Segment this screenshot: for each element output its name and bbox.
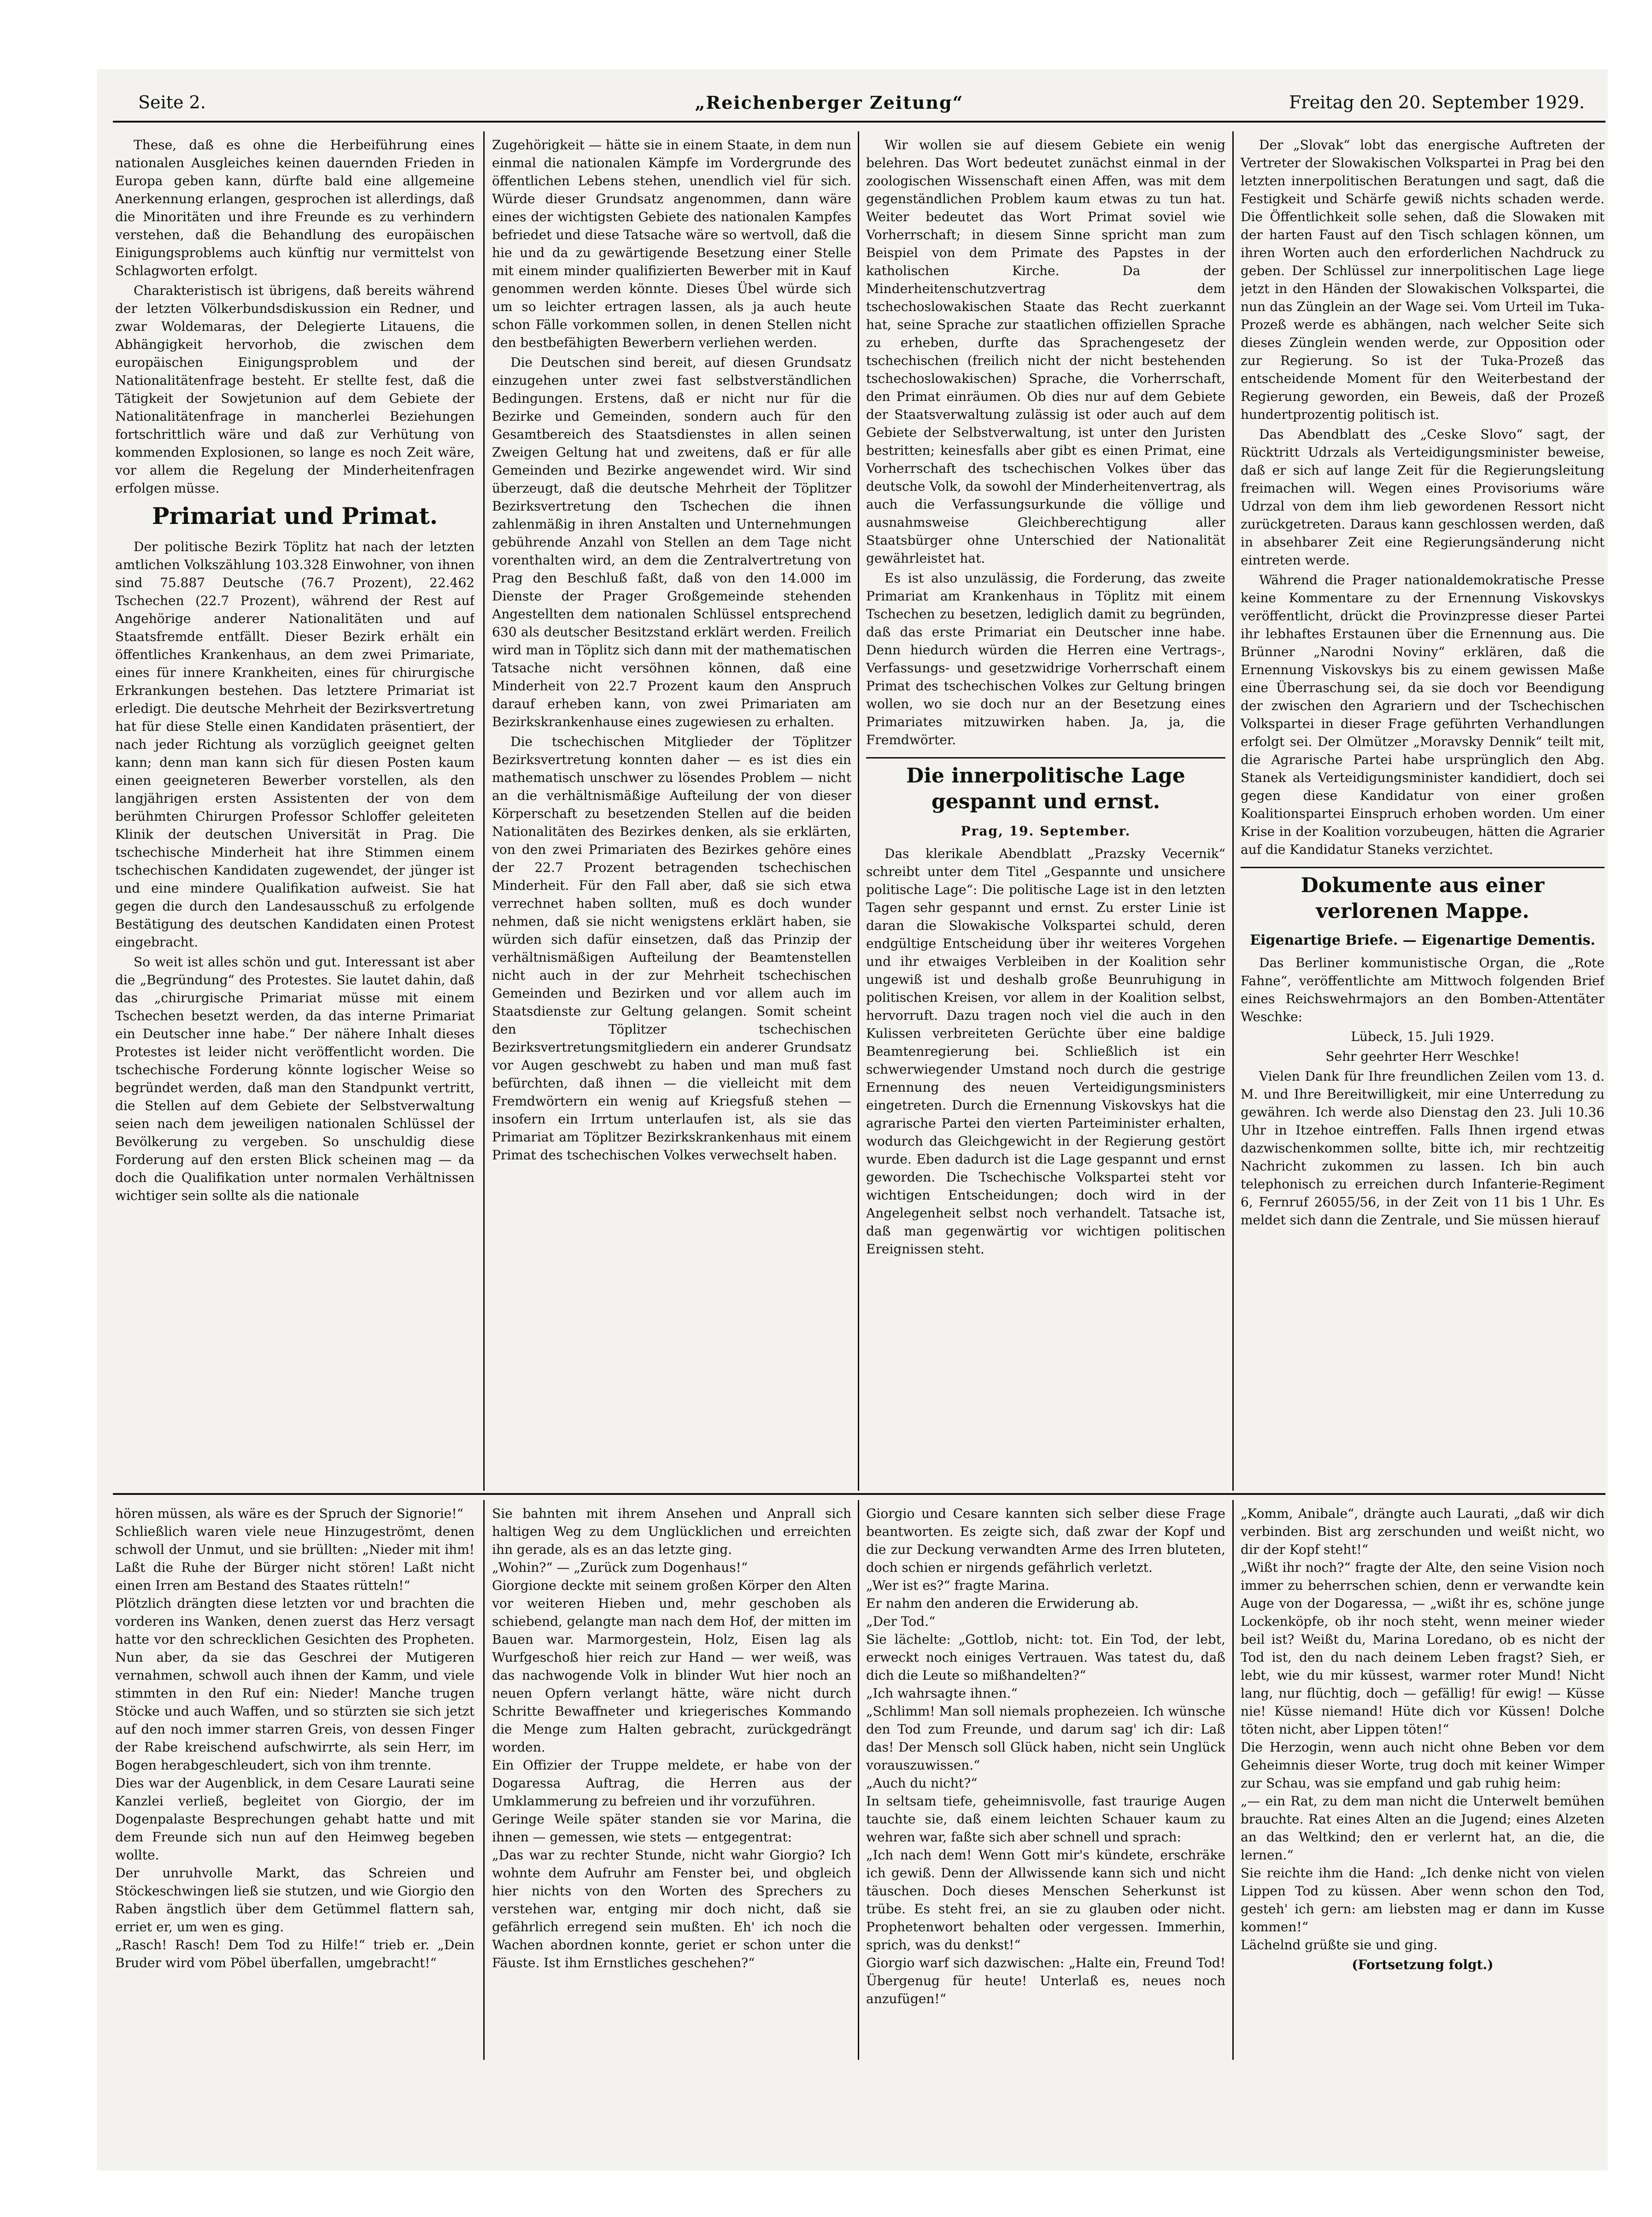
column-rule <box>483 1500 485 2060</box>
paragraph: Es ist also unzulässig, die Forderung, das zweite Primariat am Krankenhaus in Töplitz mit einem Tschechen zu besetzen, lediglich damit zu begründen, daß das erste Primariat ein Deutscher inne habe. Denn hiedurch würden die Herren eine Vertrags-, Verfassungs- und gesetzwidrige Vorherrschaft einem Primat des tschechischen Volkes zur Geltung bringen wollen, wo sie doch nur an der Besetzung eines Primariates mitzuwirken haben. Ja, ja, die Fremdwörter. <box>866 570 1225 747</box>
paragraph: Die tschechischen Mitglieder der Töplitzer Bezirksvertretung konnten daher — es ist dies ein mathematisch unschwer zu lösendes Problem — nicht an die verhältnismäßige Aufteilung der von dieser Körperschaft zu besetzenden Stellen auf die beiden Nationalitäten des Bezirkes denken, als sie erklärten, von den zwei Primariaten des Bezirkes gehöre eines der 22.7 Prozent betragenden tschechischen Minderheit. Für den Fall aber, daß sie sich etwa verrechnet haben sollten, muß es doch wunder nehmen, daß sie nicht wenigstens erklärt haben, sie würden sich dafür einsetzen, daß das Prinzip der verhältnismäßigen Aufteilung der Beamtenstellen nicht auch in der zur Mehrheit tschechischen Gemeinden und Bezirken und vor allem auch im Staatsdienste zur Geltung gelangen. Somit scheint den Töplitzer tschechischen Bezirksvertretungsmitgliedern ein anderer Grundsatz vor Augen geschwebt zu haben und man muß fast befürchten, daß ihnen — die vielleicht mit dem Fremdwörtern ein wenig auf Kriegsfuß stehen — insofern ein Irrtum unterlaufen ist, als sie das Primariat am Töplitzer Bezirkskrankenhaus mit einem Primat des tschechischen Volkes verwechselt haben. <box>492 734 851 1163</box>
paragraph: Der „Slovak“ lobt das energische Auftreten der Vertreter der Slowakischen Volkspartei in Prag bei den letzten innerpolitischen Beratungen und sagt, daß die Festigkeit und Schärfe gewiß nichts schaden werde. Die Öffentlichkeit solle sehen, daß die Slowaken mit der harten Faust auf den Tisch schlagen können, um ihren Worten auch den erforderlichen Nachdruck zu geben. Der Schlüssel zur innerpolitischen Lage liege jetzt in den Händen der Slowakischen Volkspartei, die nun das Zünglein an der Wage sei. Vom Urteil im Tuka-Prozeß werde es abhängen, nach welcher Seite sich dieses Zünglein wenden werde, zur Opposition oder zur Regierung. So ist der Tuka-Prozeß das entscheidende Moment für den Weiterbestand der Regierung geworden, ein Beweis, daß der Prozeß hundertprozentig politisch ist. <box>1241 137 1605 422</box>
paragraph: Vielen Dank für Ihre freundlichen Zeilen vom 13. d. M. und Ihre Bereitwilligkeit, mir eine Unterredung zu gewähren. Ich werde also Dienstag den 23. Juli 10.36 Uhr in Itzehoe eintreffen. Falls Ihnen irgend etwas dazwischenkommen sollte, bitte ich, mir rechtzeitig Nachricht zukommen zu lassen. Ich bin auch telephonisch zu erreichen durch Infanterie-Regiment 6, Fernruf 26055/56, in der Zeit von 11 bis 1 Uhr. Es meldet sich dann die Zentrale, und Sie müssen hierauf <box>1241 1069 1605 1228</box>
paragraph: Zugehörigkeit — hätte sie in einem Staate, in dem nun einmal die nationalen Kämpfe im Vordergrunde des öffentlichen Lebens stehen, unendlich viel für sich. Würde dieser Grundsatz angenommen, dann wäre eines der wichtigsten Gebiete des nationalen Kampfes befriedet und diese Tatsache wäre so wertvoll, daß die hie und da zu gewärtigende Besetzung einer Stelle mit einem minder qualifizierten Bewerber mit in Kauf genommen werden könnte. Dieses Übel würde sich um so leichter ertragen lassen, als ja auch heute schon Fälle vorkommen sollen, in denen Stellen nicht den bestbefähigten Bewerbern verliehen werden. <box>492 137 851 350</box>
header-rule <box>113 121 1605 123</box>
article-title: Dokumente aus einer verlorenen Mappe. <box>1301 874 1545 923</box>
article-subtitle: Eigenartige Briefe. — Eigenartige Dementis. <box>1250 932 1595 948</box>
column-4 <box>1241 136 1605 1488</box>
article-title: Primariat und Primat. <box>152 502 438 529</box>
feuilleton-rule <box>113 1493 1605 1495</box>
column-rule <box>858 131 859 1491</box>
column-1 <box>115 136 475 1488</box>
column-2 <box>492 136 851 1488</box>
article-title: Die innerpolitische Lage gespannt und ernst. <box>906 764 1185 813</box>
paragraph: Während die Prager nationaldemokratische Presse keine Kommentare zu der Ernennung Viskovskys veröffentlicht, drückt die Provinzpresse dieser Partei ihr lebhaftes Erstaunen über die Ernennung aus. Die Brünner „Narodni Noviny“ erklären, daß die Ernennung Viskovskys bis zu einem gewissen Maße eine Überraschung sei, da sie doch vor Beendigung der zwischen den Agrariern und der Tschechischen Volkspartei in dieser Frage geführten Verhandlungen erfolgt sei. Der Olmützer „Moravsky Dennik“ teilt mit, die Agrarische Partei habe ursprünglich den Abg. Stanek als Verteidigungsminister kandidiert, doch sei gegen diese Kandidatur von einer großen Koalitionspartei Einspruch erhoben worden. Um einer Krise in der Koalition vorzubeugen, hätten die Agrarier auf die Kandidatur Staneks verzichtet. <box>1241 572 1605 857</box>
paragraph: „Komm, Anibale“, drängte auch Laurati, „daß wir dich verbinden. Bist arg zerschunden und weißt nicht, wo dir der Kopf steht!“ „Wißt ihr noch?“ fragte der Alte, den seine Vision noch immer zu beherrschen schien, denn er verwandte kein Auge von der Dogaressa, — „wißt ihr es, schöne junge Lockenköpfe, ob ihr noch steht, wenn meiner wieder beil ist? Weißt du, Marina Loredano, ob es nicht der Tod ist, den du nach deinem Leben fragst? Sieh, er lebt, wie du mir küssest, warmer roter Mund! Nicht lang, nur flüchtig, doch — gefällig! für ewig! — Küsse nie! Küsse niemand! Hüte dich vor Küssen! Dolche töten nicht, aber Lippen töten!“ Die Herzogin, wenn auch nicht ohne Beben vor dem Geheimnis dieser Worte, trug doch mit keiner Wimper zur Schau, was sie empfand und gab ruhig heim: „— ein Rat, zu dem man nicht die Unterwelt bemühen brauchte. Rat eines Alten an die Jugend; eines Alzeten an das Weltkind; den er verlernt hat, an die, die lernen.“ Sie reichte ihm die Hand: „Ich denke nicht von vielen Lippen Tod zu küssen. Aber wenn schon den Tod, gesteh' ich gern: am liebsten mag er dann im Kusse kommen!“ Lächelnd grüßte sie und ging. <box>1241 1506 1605 1952</box>
letter-salutation: Sehr geehrter Herr Weschke! <box>1325 1049 1520 1064</box>
column-rule <box>858 1500 859 2060</box>
letter-dateline: Lübeck, 15. Juli 1929. <box>1351 1029 1494 1044</box>
paragraph: hören müssen, als wäre es der Spruch der Signorie!“ Schließlich waren viele neue Hinzugeströmt, denen schwoll der Unmut, und sie brüllten: „Nieder mit ihm! Laßt die Ruhe der Bürger nicht stören! Laßt nicht einen Irren am Bestand des Staates rütteln!“ Plötzlich drängten diese letzten vor und brachten die vorderen ins Wanken, denen zuerst das Herz versagt hatte vor den schrecklichen Gesichten des Propheten. Nun aber, da sie das Geschrei der Mutigeren vernahmen, schwoll auch ihnen der Kamm, und viele stimmten in den Ruf ein: Nieder! Manche trugen Stöcke und auch Waffen, und so stürzten sie sich jetzt auf den noch immer starren Greis, von dessen Finger der Rabe kreischend aufschwirrte, als sein Herr, im Bogen herabgeschleudert, sich von ihm trennte. Dies war der Augenblick, in dem Cesare Laurati seine Kanzlei verließ, begleitet von Giorgio, der im Dogenpalaste Besprechungen gehabt hatte und mit dem Freunde sich nun auf den Heimweg begeben wollte. Der unruhvolle Markt, das Schreien und Stöckeschwingen ließ sie stutzen, und wie Giorgio den Raben ängstlich über dem Getümmel flattern sah, erriet er, um wen es ging. „Rasch! Rasch! Dem Tod zu Hilfe!“ trieb er. „Dein Bruder wird vom Pöbel überfallen, umgebracht!“ <box>115 1506 475 1970</box>
paragraph: Die Deutschen sind bereit, auf diesen Grundsatz einzugehen unter zwei fast selbstverständlichen Bedingungen. Erstens, daß er nicht nur für die Bezirke und Gemeinden, sondern auch für den Gesamtbereich des Staatsdienstes in allen seinen Zweigen Geltung hat und zweitens, daß er für alle Gemeinden und Bezirke angewendet wird. Wir sind überzeugt, daß die deutsche Mehrheit der Töplitzer Bezirksvertretung den Tschechen die ihnen zahlenmäßig in ihren Anstalten und Unternehmungen gebührende Anzahl von Stellen an dem Tage nicht vorenthalten wird, an dem die Zentralvertretung von Prag den Beschluß faßt, daß von den 14.000 im Dienste der Prager Großgemeinde stehenden Angestellten dem nationalen Schlüssel entsprechend 630 als deutscher Besitzstand erklärt werden. Freilich wird man in Töplitz sich dann mit der mathematischen Tatsache nicht versöhnen können, daß eine Minderheit von 22.7 Prozent kaum den Anspruch darauf erheben kann, von zwei Primariaten am Bezirkskrankenhause eines zugewiesen zu erhalten. <box>492 355 851 729</box>
paragraph: Giorgio und Cesare kannten sich selber diese Frage beantworten. Es zeigte sich, daß zwar der Kopf und die zur Deckung verwandten Arme des Irren bluteten, doch schien er nirgends gefährlich verletzt. „Wer ist es?“ fragte Marina. Er nahm den anderen die Erwiderung ab. „Der Tod.“ Sie lächelte: „Gottlob, nicht: tot. Ein Tod, der lebt, erweckt noch einiges Vertrauen. Was tatest du, daß dich die Leute so mißhandelten?“ „Ich wahrsagte ihnen.“ „Schlimm! Man soll niemals prophezeien. Ich wünsche den Tod zum Freunde, und darum sag' ich dir: Laß das! Der Mensch soll Glück haben, nicht sein Unglück vorauszuwissen.“ „Auch du nicht?“ In seltsam tiefe, geheimnisvolle, fast traurige Augen tauchte sie, daß einem leichten Schauer kaum zu wehren war, faßte sich aber schnell und sprach: „Ich nach dem! Wenn Gott mir's kündete, erschräke ich gewiß. Denn der Allwissende kann sich und nicht täuschen. Doch dieses Menschen Seherkunst ist trübe. Es steht frei, an sie zu glauben oder nicht. Prophetenwort behalten oder vergessen. Immerhin, sprich, was du denkst!“ Giorgio warf sich dazwischen: „Halte ein, Freund Tod! Übergenug für heute! Unterlaß es, neues noch anzufügen!“ <box>866 1506 1225 2006</box>
paragraph: Der politische Bezirk Töplitz hat nach der letzten amtlichen Volkszählung 103.328 Einwohner, von ihnen sind 75.887 Deutsche (76.7 Prozent), 22.462 Tschechen (22.7 Prozent), während der Rest auf Angehörige anderer Nationalitäten und auf Staatsfremde entfällt. Dieser Bezirk erhält ein öffentliches Krankenhaus, an dem zwei Primariate, eines für innere Krankheiten, eines für chirurgische Erkrankungen bestehen. Das letztere Primariat ist erledigt. Die deutsche Mehrheit der Bezirksvertretung hat für diese Stelle einen Kandidaten präsentiert, der nach jeder Richtung als vorzüglich geeignet gelten kann; denn man kann sich für diesen Posten kaum einen geeigneteren Bewerber vorstellen, als den langjährigen ersten Assistenten der von dem berühmten Chirurgen Professor Schloffer geleiteten Klinik der deutschen Universität in Prag. Die tschechische Minderheit hat ihre Stimmen einem tschechischen Kandidaten zugewendet, der jünger ist und eine mindere Qualifikation aufweist. Sie hat gegen die durch den Landesausschuß zu erfolgende Bestätigung des deutschen Kandidaten einen Protest eingebracht. <box>115 539 475 950</box>
feuilleton-column-2 <box>492 1505 851 2058</box>
article-divider <box>1241 867 1605 868</box>
feuilleton-column-1 <box>115 1505 475 2058</box>
paragraph: Das klerikale Abendblatt „Prazsky Vecernik“ schreibt unter dem Titel „Gespannte und unsichere politische Lage“: Die politische Lage ist in den letzten Tagen sehr gespannt und ernst. Zu erster Linie ist daran die Slowakische Volkspartei schuld, deren endgültige Entscheidung über ihr weiteres Vorgehen und ihr etwaiges Verbleiben in der Koalition sehr ungewiß ist und deshalb große Beunruhigung in politischen Kreisen, vor allem in der Koalition selbst, hervorruft. Dazu tragen noch viel die auch in den Kulissen verbreiteten Gerüchte über eine baldige Beamtenregierung bei. Schließlich ist ein schwerwiegender Umstand noch durch die gestrige Ernennung des neuen Verteidigungsministers eingetreten. Durch die Ernennung Viskovskys hat die agrarische Partei den vierten Parteiminister erhalten, wodurch das Gleichgewicht in der Regierung gestört wurde. Eben dadurch ist die Lage gespannt und ernst geworden. Die Tschechische Volkspartei steht vor wichtigen Entscheidungen; doch wird in der Angelegenheit selbst noch verhandelt. Tatsache ist, daß man gegenwärtig vor wichtigen politischen Ereignissen steht. <box>866 846 1225 1257</box>
feuilleton-column-3 <box>866 1505 1225 2058</box>
issue-date: Freitag den 20. September 1929. <box>1289 92 1585 112</box>
column-rule <box>1232 1500 1234 2060</box>
continuation-note: (Fortsetzung folgt.) <box>1352 1957 1494 1972</box>
paragraph: Sie bahnten mit ihrem Ansehen und Anprall sich haltigen Weg zu dem Unglücklichen und erreichten ihn gerade, als es an das letzte ging. „Wohin?“ — „Zurück zum Dogenhaus!“ Giorgione deckte mit seinem großen Körper den Alten vor weiteren Hieben und, mehr geschoben als schiebend, gelangte man nach dem Hof, der mitten im Bauen war. Marmorgestein, Holz, Eisen lag als Wurfgeschoß hier reich zur Hand — wer weiß, was das nachwogende Volk in blinder Wut hier noch an neuen Opfern verlangt hätte, wäre nicht durch Schritte Bewaffneter und kriegerisches Kommando die Menge zum Halten gebracht, zurückgedrängt worden. Ein Offizier der Truppe meldete, er habe von der Dogaressa Auftrag, die Herren aus der Umklammerung zu befreien und ihr vorzuführen. Geringe Weile später standen sie vor Marina, die ihnen — gemessen, wie stets — entgegentrat: „Das war zu rechter Stunde, nicht wahr Giorgio? Ich wohnte dem Aufruhr am Fenster bei, und obgleich hier nichts von den Worten des Sprechers zu verstehen war, entging mir doch nicht, daß sie gefährlich erregend sein mußten. Eh' ich noch die Wachen abordnen konnte, geriet er schon unter die Fäuste. Ist ihm Ernstliches geschehen?“ <box>492 1506 851 1970</box>
feuilleton-column-4 <box>1241 1505 1605 2058</box>
masthead: „Reichenberger Zeitung“ <box>695 92 964 113</box>
paragraph: So weit ist alles schön und gut. Interessant ist aber die „Begründung“ des Protestes. Sie lautet dahin, daß das „chirurgische Primariat müsse mit einem Tschechen besetzt werden, da das interne Primariat ein Deutscher inne habe.“ Der nähere Inhalt dieses Protestes ist leider nicht veröffentlicht worden. Die tschechische Forderung könnte logischer Weise so begründet werden, daß man den Standpunkt vertritt, die Stellen auf dem Gebiete der Selbstverwaltung seien nach dem jeweiligen nationalen Schlüssel der Bevölkerung zu vergeben. So unschuldig diese Forderung auf den ersten Blick scheinen mag — da doch die Qualifikation unter normalen Verhältnissen wichtiger sein sollte als die nationale <box>115 954 475 1203</box>
article-divider <box>866 757 1225 759</box>
paragraph: Das Abendblatt des „Ceske Slovo“ sagt, der Rücktritt Udrzals als Verteidigungsminister beweise, daß er sich auf lange Zeit für die Regierungsleitung freimachen will. Wegen eines Provisoriums wäre Udrzal von dem ihm lieb gewordenen Ressort nicht zurückgetreten. Daraus kann geschlossen werden, daß in absehbarer Zeit eine Regierungsänderung nicht eintreten werde. <box>1241 427 1605 568</box>
dateline: Prag, 19. September. <box>961 823 1131 839</box>
paragraph: Das Berliner kommunistische Organ, die „Rote Fahne“, veröffentlichte am Mittwoch folgenden Brief eines Reichswehrmajors an den Bomben-Attentäter Weschke: <box>1241 955 1605 1024</box>
paragraph: These, daß es ohne die Herbeiführung eines nationalen Ausgleiches keinen dauernden Frieden in Europa geben kann, dürfte bald eine allgemeine Anerkennung erlangen, gesprochen ist allerdings, daß die Minoritäten und ihre Freunde es zu verhindern verstehen, daß die Behandlung des europäischen Einigungsproblems auch künftig nur vermittelst von Schlagworten erfolgt. <box>115 137 475 278</box>
column-rule <box>483 131 485 1491</box>
page-number: Seite 2. <box>138 92 206 112</box>
column-3 <box>866 136 1225 1488</box>
paragraph: Wir wollen sie auf diesem Gebiete ein wenig belehren. Das Wort bedeutet zunächst einmal in der zoologischen Wissenschaft einen Affen, was mit dem gegenständlichen Problem kaum etwas zu tun hat. Weiter bedeutet das Wort Primat soviel wie Vorherrschaft; in diesem Sinne spricht man zum Beispiel von dem Primate des Papstes in der katholischen Kirche. Da der Minderheitenschutzvertrag dem tschechoslowakischen Staate das Recht zuerkannt hat, seine Sprache zur staatlichen offiziellen Sprache zu erheben, durfte das Sprachengesetz der tschechischen (freilich nicht der nicht bestehenden tschechoslowakischen) Sprache, die Vorherrschaft, den Primat einräumen. Ob dies nur auf dem Gebiete der Staatsverwaltung zulässig ist oder auch auf dem Gebiete der Selbstverwaltung, ist unter den Juristen bestritten; keinesfalls aber gibt es einen Primat, eine Vorherrschaft des tschechischen Volkes über das deutsche Volk, da sowohl der Minderheitenvertrag, als auch die Verfassungsurkunde die völlige und ausnahmsweise Gleichberechtigung aller Staatsbürger ohne Unterschied der Nationalität gewährleistet hat. <box>866 137 1225 566</box>
paragraph: Charakteristisch ist übrigens, daß bereits während der letzten Völkerbundsdiskussion ein Redner, und zwar Woldemaras, der Delegierte Litauens, die Abhängigkeit hervorhob, die zwischen dem europäischen Einigungsproblem und der Nationalitätenfrage besteht. Er stellte fest, daß die Tätigkeit der Sowjetunion auf dem Gebiete der Nationalitätenfrage in mancherlei Beziehungen fortschrittlich wäre und daß zur Verhütung von kommenden Explosionen, so lange es noch Zeit wäre, vor allem die Regelung der Minderheitenfragen erfolgen müsse. <box>115 283 475 496</box>
column-rule <box>1232 131 1234 1491</box>
